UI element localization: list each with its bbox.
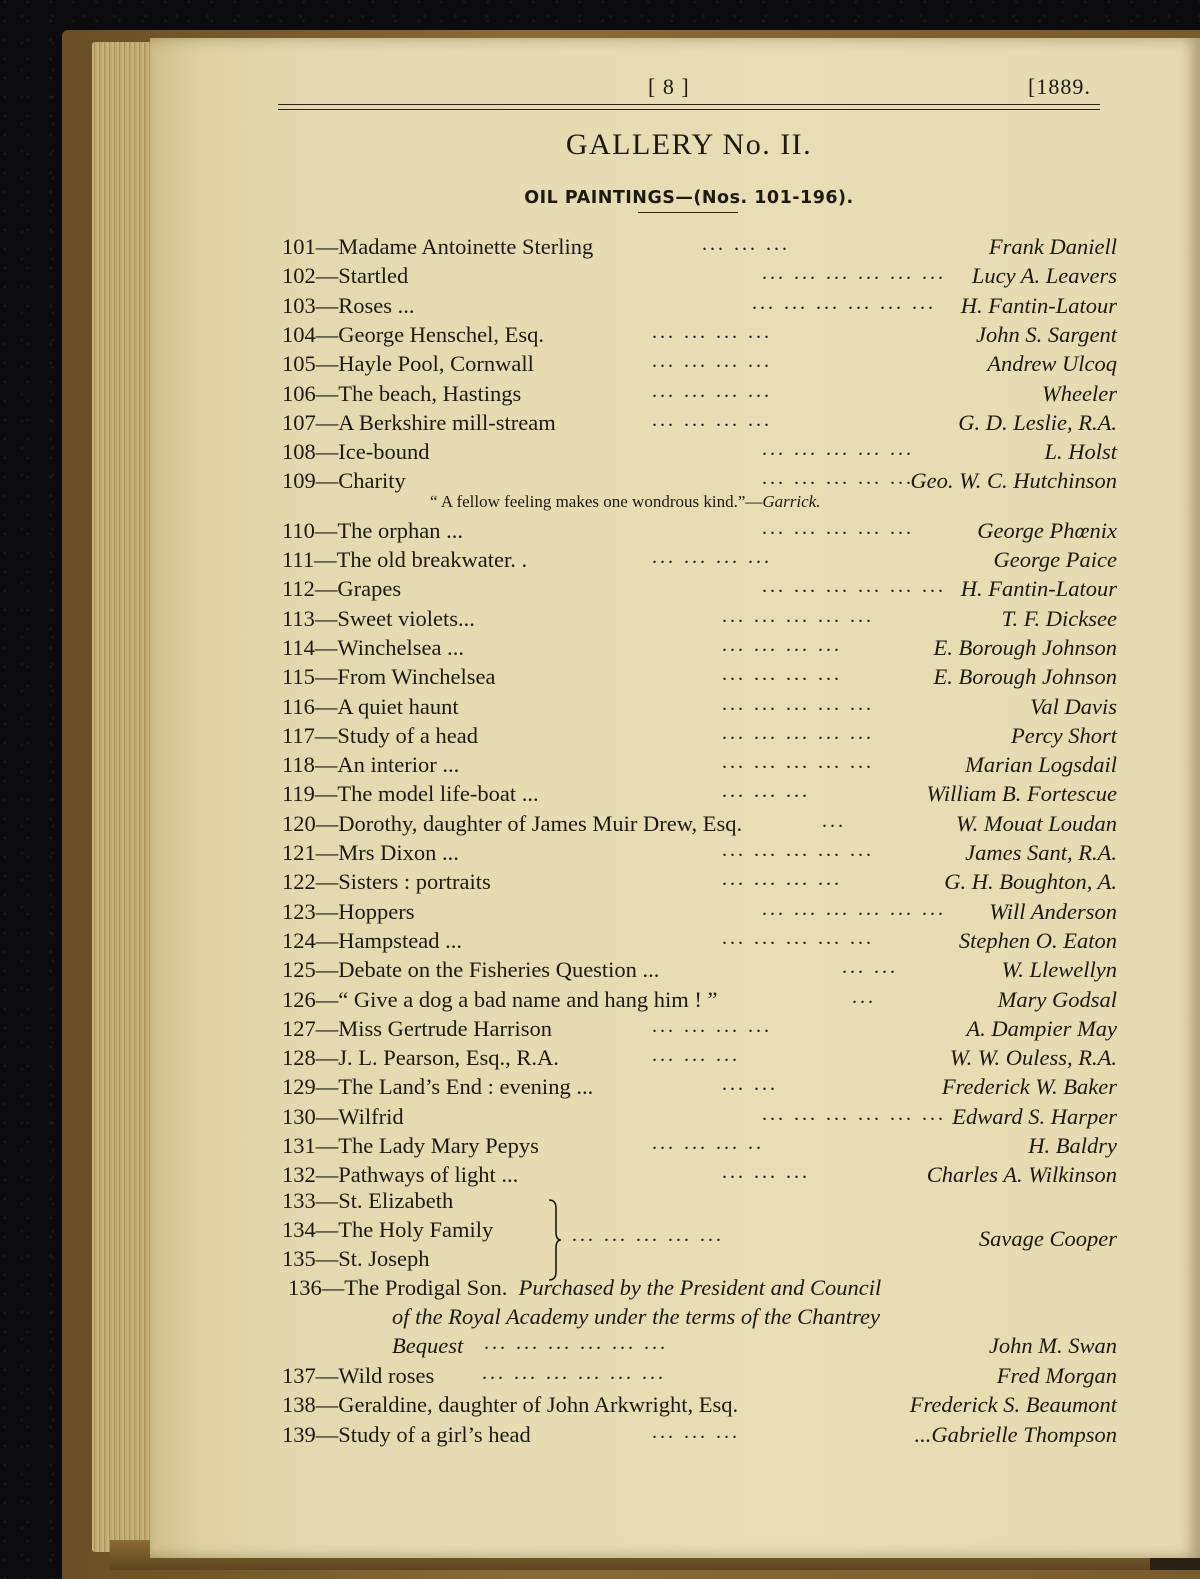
entry-row xyxy=(282,721,1117,750)
entry-title: 109—Charity xyxy=(282,468,406,494)
entry-row xyxy=(282,379,1117,408)
entry-artist: William B. Fortescue xyxy=(926,781,1117,807)
entry-dots: ... ... ... ... ... ... xyxy=(762,262,946,285)
entry-artist: Wheeler xyxy=(1042,380,1117,406)
entry-artist: H. Fantin-Latour xyxy=(960,576,1117,602)
quote-text: “ A fellow feeling makes one wondrous kind.”— xyxy=(430,492,763,511)
entry-row xyxy=(282,867,1117,896)
tail-entry-title: 137—Wild roses xyxy=(282,1363,435,1388)
group-item-134: 134—The Holy Family xyxy=(282,1217,494,1242)
entry-dots: ... ... ... ... xyxy=(722,633,842,656)
entry-dots: ... ... ... ... xyxy=(652,320,772,343)
section-rule xyxy=(638,212,738,213)
entry-dots: ... ... ... ... ... xyxy=(762,467,914,490)
entry-dots: ... ... ... ... xyxy=(722,868,842,891)
entry-title: 127—Miss Gertrude Harrison xyxy=(282,1015,552,1041)
entry-artist: W. W. Ouless, R.A. xyxy=(949,1045,1117,1071)
entry-artist: T. F. Dicksee xyxy=(1001,605,1117,631)
entry-row xyxy=(282,604,1117,633)
tail-entry-artist: Frederick S. Beaumont xyxy=(909,1392,1117,1418)
tail-entry-artist: Fred Morgan xyxy=(996,1363,1117,1388)
page-year: [1889. xyxy=(1028,74,1091,99)
entry-title: 105—Hayle Pool, Cornwall xyxy=(282,351,534,377)
entry-row xyxy=(282,955,1117,984)
entry-dots: ... ... ... xyxy=(722,780,810,803)
entry-title: 101—Madame Antoinette Sterling xyxy=(282,234,594,259)
entry-title: 121—Mrs Dixon ... xyxy=(282,840,459,865)
entry-title: 126—“ Give a dog a bad name and hang him ! ” xyxy=(282,986,718,1012)
entry-dots: ... ... ... ... ... xyxy=(722,692,874,715)
tail-entry-title: 139—Study of a girl’s head xyxy=(282,1421,531,1447)
entry-row xyxy=(282,408,1117,437)
entry-dots: ... ... ... ... ... ... xyxy=(762,575,946,598)
entry-row xyxy=(282,779,1117,808)
entry-artist: Frederick W. Baker xyxy=(941,1074,1117,1100)
entry-artist: George Phœnix xyxy=(977,517,1117,543)
entry-artist: E. Borough Johnson xyxy=(933,634,1117,660)
entry-title: 115—From Winchelsea xyxy=(282,664,496,690)
entry-artist: H. Fantin-Latour xyxy=(960,292,1117,318)
entry-title: 111—The old breakwater. . xyxy=(282,547,528,572)
entry-artist: Frank Daniell xyxy=(988,234,1117,259)
entry-dots: ... ... ... ... ... ... xyxy=(752,291,936,314)
entry-artist: Val Davis xyxy=(1030,693,1117,719)
entry-title: 116—A quiet haunt xyxy=(282,693,459,719)
header-rule-thin xyxy=(278,109,1100,110)
entry-artist: G. D. Leslie, R.A. xyxy=(958,409,1117,435)
group-artist: Savage Cooper xyxy=(978,1226,1117,1251)
entry-dots: ... ... ... .. xyxy=(652,1132,764,1154)
section-title: OIL PAINTINGS—(Nos. 101-196). xyxy=(524,188,854,208)
entry-row xyxy=(282,985,1117,1014)
entry-row xyxy=(282,897,1117,926)
entry-dots: ... ... ... ... xyxy=(652,1014,772,1037)
entry-row xyxy=(282,437,1117,466)
entry-artist: W. Llewellyn xyxy=(1001,957,1117,983)
entry-title: 114—Winchelsea ... xyxy=(282,634,464,660)
entry-title: 110—The orphan ... xyxy=(282,517,463,543)
entry-row xyxy=(282,291,1117,320)
tail-entry-row xyxy=(282,1390,1117,1419)
entry-title: 120—Dorothy, daughter of James Muir Drew, Esq. xyxy=(282,810,743,836)
entry-136-artist: John M. Swan xyxy=(988,1333,1117,1358)
entry-row xyxy=(282,1014,1117,1043)
tail-entry-row xyxy=(282,1361,1117,1390)
entry-row xyxy=(282,516,1117,545)
entry-136-note-2-line xyxy=(392,1302,880,1331)
group-item-133: 133—St. Elizabeth xyxy=(282,1188,454,1213)
entry-title: 112—Grapes xyxy=(282,576,402,602)
entry-title: 108—Ice-bound xyxy=(282,439,430,465)
entry-dots: ... ... ... ... ... ... xyxy=(762,897,946,920)
entry-title: 129—The Land’s End : evening ... xyxy=(282,1074,594,1100)
entry-artist: Edward S. Harper xyxy=(952,1103,1117,1129)
entry-row xyxy=(282,1102,1117,1131)
entry-artist: Lucy A. Leavers xyxy=(971,263,1117,289)
entry-dots: ... xyxy=(822,809,846,832)
entry-dots: ... ... ... ... xyxy=(722,663,842,686)
entry-dots: ... ... ... xyxy=(722,1161,810,1184)
entry-row xyxy=(282,545,1117,574)
tail-entry-artist: ...Gabrielle Thompson xyxy=(914,1421,1117,1447)
entry-title: 104—George Henschel, Esq. xyxy=(282,321,545,347)
entry-row xyxy=(282,261,1117,290)
entry-136-note-1: Purchased by the President and Council xyxy=(518,1275,882,1300)
entry-title: 122—Sisters : portraits xyxy=(282,869,491,895)
tail-entry-dots: ... ... ... xyxy=(652,1420,740,1443)
entry-dots: ... ... ... ... xyxy=(652,546,772,568)
entry-title: 107—A Berkshire mill-stream xyxy=(282,409,556,435)
entry-dots: ... ... ... ... ... xyxy=(762,438,914,461)
tail-entry-dots: ... ... ... ... ... ... xyxy=(482,1362,666,1384)
entry-title: 113—Sweet violets... xyxy=(282,605,475,631)
entry-136 xyxy=(288,1273,881,1302)
entry-artist: Mary Godsal xyxy=(997,986,1117,1012)
entry-dots: ... ... ... ... ... ... xyxy=(762,1102,946,1125)
page-number: [ 8 ] xyxy=(648,74,690,99)
entry-row xyxy=(282,692,1117,721)
entry-artist: E. Borough Johnson xyxy=(933,664,1117,690)
entry-dots: ... ... ... ... xyxy=(652,350,772,373)
entry-artist: Geo. W. C. Hutchinson xyxy=(910,468,1117,494)
entry-row xyxy=(282,1043,1117,1072)
entry-row xyxy=(282,349,1117,378)
entry-dots: ... ... ... ... ... xyxy=(722,721,874,744)
group-dots: ... ... ... ... ... xyxy=(572,1224,724,1246)
entry-artist: A. Dampier May xyxy=(966,1015,1117,1041)
entry-dots: ... ... ... ... ... xyxy=(762,516,914,539)
quote-attribution: Garrick. xyxy=(762,492,821,511)
entry-dots: ... ... ... ... xyxy=(652,408,772,431)
entry-row xyxy=(282,1072,1117,1101)
entry-artist: G. H. Boughton, A. xyxy=(944,869,1117,895)
entry-title: 130—Wilfrid xyxy=(282,1103,404,1129)
entry-artist: W. Mouat Loudan xyxy=(955,810,1117,836)
entry-row xyxy=(282,574,1117,603)
tail-entry-row xyxy=(282,1420,1117,1449)
entry-title: 103—Roses ... xyxy=(282,292,415,318)
gallery-title: GALLERY No. II. xyxy=(565,128,813,161)
entry-row xyxy=(282,809,1117,838)
entry-dots: ... ... ... xyxy=(652,1044,740,1067)
entry-row xyxy=(282,1131,1117,1160)
entry-row xyxy=(282,838,1117,867)
entry-row xyxy=(282,750,1117,779)
entry-artist: L. Holst xyxy=(1044,439,1117,465)
entry-artist: John S. Sargent xyxy=(975,321,1117,347)
entry-title: 118—An interior ... xyxy=(282,752,460,778)
entry-title: 124—Hampstead ... xyxy=(282,927,462,953)
entry-row xyxy=(282,662,1117,691)
entry-136-note-2: of the Royal Academy under the terms of the Chantrey xyxy=(392,1304,881,1329)
entry-artist: Percy Short xyxy=(1010,722,1117,748)
entry-title: 131—The Lady Mary Pepys xyxy=(282,1133,539,1158)
entry-dots: ... ... ... ... ... xyxy=(722,751,874,774)
entry-row xyxy=(282,926,1117,955)
entry-row xyxy=(282,320,1117,349)
entry-title: 132—Pathways of light ... xyxy=(282,1162,519,1188)
entry-row xyxy=(282,633,1117,662)
entry-dots: ... ... ... ... ... xyxy=(722,839,874,861)
entry-dots: ... ... xyxy=(722,1073,778,1096)
entry-artist: Stephen O. Eaton xyxy=(958,927,1117,953)
entry-row xyxy=(282,1160,1117,1189)
entry-title: 128—J. L. Pearson, Esq., R.A. xyxy=(282,1045,559,1071)
entry-row xyxy=(282,232,1117,261)
entry-136-artist-line xyxy=(989,1331,1117,1360)
entry-artist: Marian Logsdail xyxy=(965,752,1117,778)
group-item-135: 135—St. Joseph xyxy=(282,1246,430,1271)
entry-quote xyxy=(430,492,820,512)
entry-136-note-3: Bequest xyxy=(392,1333,464,1358)
entry-artist: George Paice xyxy=(993,547,1117,572)
entry-artist: James Sant, R.A. xyxy=(965,840,1117,865)
entry-dots: ... ... ... xyxy=(702,233,790,255)
entry-136-note-3-line xyxy=(392,1331,463,1360)
entry-title: 102—Startled xyxy=(282,263,409,289)
entry-dots: ... ... ... ... ... xyxy=(722,604,874,627)
group-brace xyxy=(547,1198,563,1282)
entry-dots: ... xyxy=(852,985,876,1008)
entry-136-dots: ... ... ... ... ... ... xyxy=(484,1332,668,1354)
entry-136-label: 136—The Prodigal Son. xyxy=(288,1275,508,1300)
entry-title: 123—Hoppers xyxy=(282,898,415,924)
entry-artist: Andrew Ulcoq xyxy=(987,351,1117,377)
tail-entry-title: 138—Geraldine, daughter of John Arkwright, Esq. xyxy=(282,1392,739,1418)
entry-artist: Charles A. Wilkinson xyxy=(926,1162,1117,1188)
entry-dots: ... ... ... ... xyxy=(652,379,772,402)
header-rule xyxy=(278,104,1100,105)
entry-dots: ... ... ... ... ... xyxy=(722,926,874,949)
entry-title: 117—Study of a head xyxy=(282,722,479,748)
entry-title: 119—The model life-boat ... xyxy=(282,781,539,807)
entry-artist: H. Baldry xyxy=(1028,1133,1117,1158)
entry-title: 125—Debate on the Fisheries Question ... xyxy=(282,957,660,983)
entry-artist: Will Anderson xyxy=(989,898,1117,924)
entry-dots: ... ... xyxy=(842,956,898,979)
entry-title: 106—The beach, Hastings xyxy=(282,380,522,406)
